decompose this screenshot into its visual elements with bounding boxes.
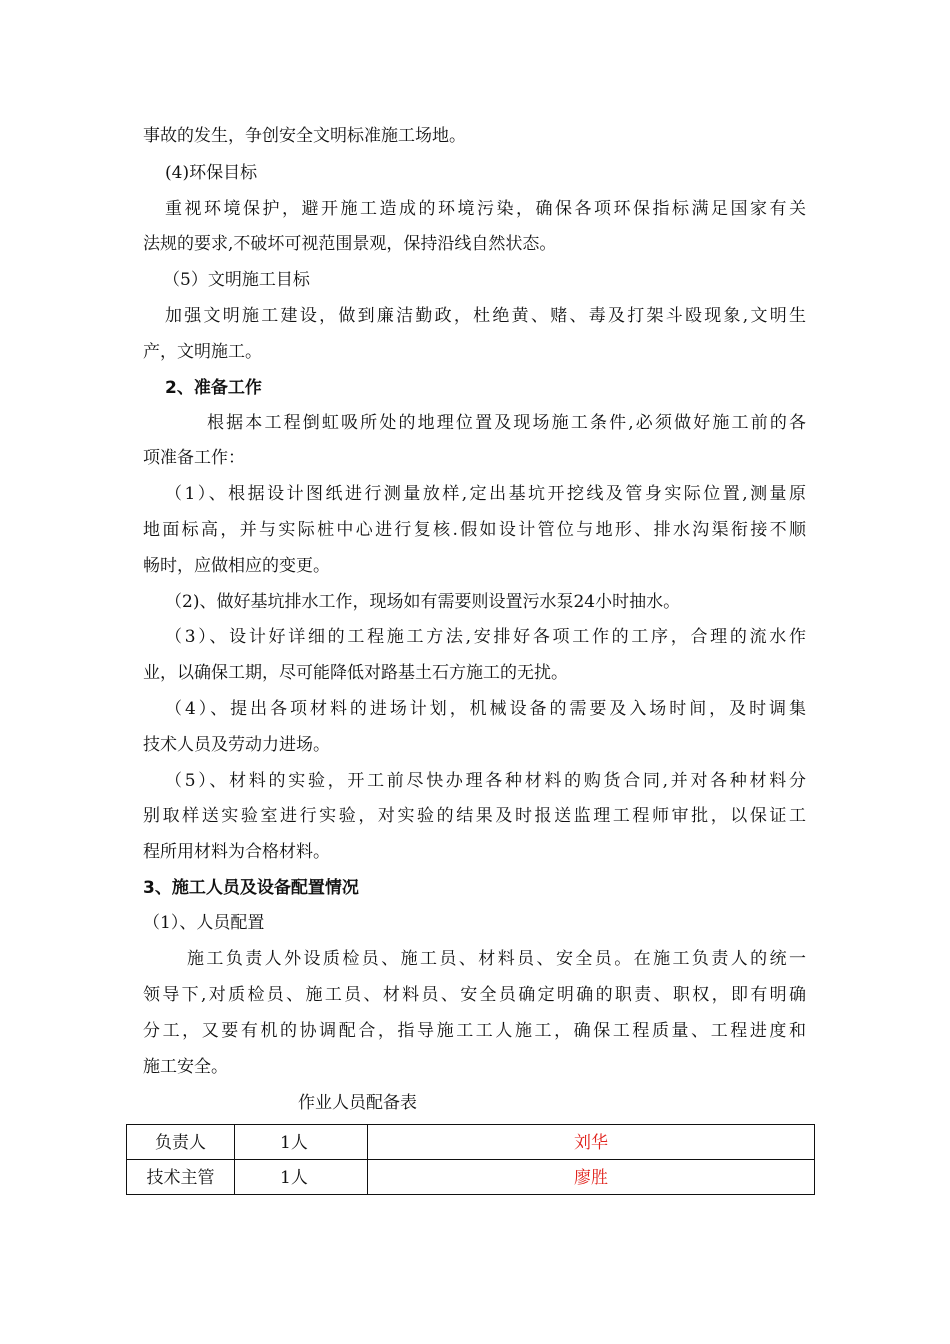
section-heading-preparation: 2、准备工作 [165,378,262,398]
paragraph-line: 施工安全。 [143,1057,228,1077]
paragraph-line: 技术人员及劳动力进场。 [143,735,330,755]
paragraph-line: 别取样送实验室进行实验，对实验的结果及时报送监理工程师审批，以保证工 [143,806,806,826]
paragraph-line: 产，文明施工。 [143,342,262,362]
table-caption: 作业人员配备表 [298,1093,417,1113]
paragraph-line: 重视环境保护，避开施工造成的环境污染，确保各项环保指标满足国家有关 [165,199,806,219]
paragraph-line: 地面标高，并与实际桩中心进行复核.假如设计管位与地形、排水沟渠衔接不顺 [143,520,806,540]
paragraph-line: （4）、提出各项材料的进场计划，机械设备的需要及入场时间，及时调集 [165,699,806,719]
paragraph-line: （1）、根据设计图纸进行测量放样,定出基坑开挖线及管身实际位置,测量原 [165,484,806,504]
name-cell: 廖胜 [368,1160,815,1195]
subheading-environment-goal: (4)环保目标 [165,163,258,183]
paragraph-line: 施工负责人外设质检员、施工员、材料员、安全员。在施工负责人的统一 [187,949,806,969]
subheading-civilized-goal: （5）文明施工目标 [163,270,310,290]
paragraph-line: （5）、材料的实验，开工前尽快办理各种材料的购货合同,并对各种材料分 [165,771,806,791]
subheading-personnel: （1）、人员配置 [143,913,265,933]
paragraph-line: 加强文明施工建设，做到廉洁勤政，杜绝黄、赌、毒及打架斗殴现象,文明生 [165,306,806,326]
table-row [127,1160,815,1195]
paragraph-line: 领导下,对质检员、施工员、材料员、安全员确定明确的职责、职权，即有明确 [143,985,806,1005]
paragraph-line: 事故的发生，争创安全文明标准施工场地。 [143,126,466,146]
table-row [127,1125,815,1160]
paragraph-line: 法规的要求,不破坏可视范围景观，保持沿线自然状态。 [143,234,557,254]
paragraph-line: 分工，又要有机的协调配合，指导施工工人施工，确保工程质量、工程进度和 [143,1021,806,1041]
paragraph-line: 畅时，应做相应的变更。 [143,556,330,576]
count-cell: 1人 [235,1160,368,1195]
name-cell: 刘华 [368,1125,815,1160]
paragraph-line: 业，以确保工期，尽可能降低对路基土石方施工的无扰。 [143,663,568,683]
paragraph-line: 项准备工作： [143,448,245,468]
staffing-table [126,1124,815,1195]
count-cell: 1人 [235,1125,368,1160]
role-cell: 技术主管 [127,1160,235,1195]
paragraph-line: （3）、设计好详细的工程施工方法,安排好各项工作的工序，合理的流水作 [165,627,806,647]
role-cell: 负责人 [127,1125,235,1160]
paragraph-line: （2)、做好基坑排水工作，现场如有需要则设置污水泵24小时抽水。 [165,592,681,612]
paragraph-line: 程所用材料为合格材料。 [143,842,330,862]
section-heading-staffing: 3、施工人员及设备配置情况 [143,878,359,898]
paragraph-line: 根据本工程倒虹吸所处的地理位置及现场施工条件,必须做好施工前的各 [207,413,806,433]
